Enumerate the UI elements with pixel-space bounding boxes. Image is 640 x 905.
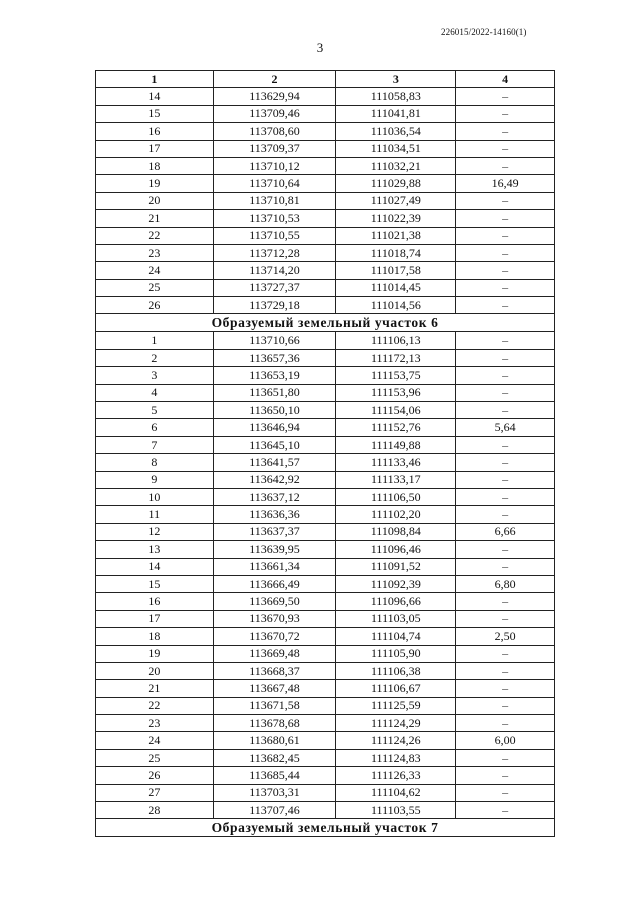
table-row [96,523,555,540]
point-number-cell: 17 [96,140,214,157]
table-row [96,192,555,209]
coordinate-y-cell: 111106,67 [336,680,456,697]
table-row [96,506,555,523]
table-body [96,88,555,837]
point-number-cell: 25 [96,279,214,296]
coordinate-y-cell: 111152,76 [336,419,456,436]
distance-cell: – [456,157,555,174]
coordinate-x-cell: 113710,66 [213,332,336,349]
distance-cell: – [456,541,555,558]
table-row [96,732,555,749]
table-row [96,436,555,453]
coordinate-x-cell: 113667,48 [213,680,336,697]
distance-cell: 6,80 [456,575,555,592]
distance-cell: – [456,192,555,209]
coordinate-y-cell: 111096,46 [336,541,456,558]
coordinate-x-cell: 113685,44 [213,767,336,784]
coordinate-x-cell: 113710,53 [213,210,336,227]
distance-cell: – [456,662,555,679]
point-number-cell: 20 [96,662,214,679]
distance-cell: 6,00 [456,732,555,749]
coordinate-y-cell: 111106,38 [336,662,456,679]
table-row [96,175,555,192]
coordinate-y-cell: 111027,49 [336,192,456,209]
coordinate-x-cell: 113653,19 [213,367,336,384]
distance-cell: – [456,767,555,784]
coordinate-y-cell: 111098,84 [336,523,456,540]
point-number-cell: 11 [96,506,214,523]
distance-cell: 6,66 [456,523,555,540]
column-header-2: 2 [213,71,336,88]
coordinate-x-cell: 113657,36 [213,349,336,366]
table-row [96,454,555,471]
distance-cell: 2,50 [456,628,555,645]
table-row [96,157,555,174]
coordinate-x-cell: 113709,37 [213,140,336,157]
coordinate-x-cell: 113629,94 [213,88,336,105]
coordinate-x-cell: 113712,28 [213,244,336,261]
coordinate-y-cell: 111014,56 [336,297,456,314]
point-number-cell: 25 [96,749,214,766]
point-number-cell: 2 [96,349,214,366]
table-row [96,715,555,732]
coordinate-y-cell: 111124,83 [336,749,456,766]
coordinate-y-cell: 111153,96 [336,384,456,401]
distance-cell: – [456,715,555,732]
point-number-cell: 27 [96,784,214,801]
coordinate-y-cell: 111105,90 [336,645,456,662]
point-number-cell: 15 [96,575,214,592]
point-number-cell: 6 [96,419,214,436]
coordinate-y-cell: 111124,29 [336,715,456,732]
coordinate-y-cell: 111103,05 [336,610,456,627]
coordinates-table [95,70,555,837]
table-row [96,279,555,296]
point-number-cell: 5 [96,402,214,419]
point-number-cell: 10 [96,488,214,505]
table-row [96,575,555,592]
coordinate-y-cell: 111022,39 [336,210,456,227]
coordinate-x-cell: 113639,95 [213,541,336,558]
coordinate-x-cell: 113707,46 [213,802,336,819]
coordinate-x-cell: 113710,55 [213,227,336,244]
coordinate-y-cell: 111149,88 [336,436,456,453]
coordinate-x-cell: 113714,20 [213,262,336,279]
section-title: Образуемый земельный участок 7 [96,819,555,837]
coordinate-x-cell: 113651,80 [213,384,336,401]
point-number-cell: 20 [96,192,214,209]
coordinate-x-cell: 113669,50 [213,593,336,610]
coordinate-x-cell: 113636,36 [213,506,336,523]
distance-cell: – [456,210,555,227]
coordinate-y-cell: 111172,13 [336,349,456,366]
coordinate-y-cell: 111018,74 [336,244,456,261]
distance-cell: – [456,105,555,122]
coordinate-y-cell: 111125,59 [336,697,456,714]
point-number-cell: 26 [96,297,214,314]
table-row [96,297,555,314]
distance-cell: – [456,680,555,697]
point-number-cell: 16 [96,123,214,140]
table-row [96,802,555,819]
distance-cell: – [456,802,555,819]
section-title-row [96,819,555,837]
point-number-cell: 18 [96,157,214,174]
point-number-cell: 8 [96,454,214,471]
distance-cell: – [456,88,555,105]
point-number-cell: 1 [96,332,214,349]
distance-cell: – [456,697,555,714]
point-number-cell: 23 [96,715,214,732]
coordinate-y-cell: 111104,74 [336,628,456,645]
coordinate-y-cell: 111106,50 [336,488,456,505]
point-number-cell: 19 [96,645,214,662]
coordinate-y-cell: 111058,83 [336,88,456,105]
coordinate-x-cell: 113729,18 [213,297,336,314]
point-number-cell: 7 [96,436,214,453]
coordinate-x-cell: 113710,12 [213,157,336,174]
distance-cell: – [456,384,555,401]
coordinate-y-cell: 111092,39 [336,575,456,592]
table-row [96,367,555,384]
coordinate-y-cell: 111126,33 [336,767,456,784]
point-number-cell: 22 [96,227,214,244]
point-number-cell: 12 [96,523,214,540]
point-number-cell: 16 [96,593,214,610]
distance-cell: – [456,227,555,244]
coordinate-x-cell: 113703,31 [213,784,336,801]
distance-cell: 16,49 [456,175,555,192]
table-row [96,662,555,679]
coordinate-y-cell: 111154,06 [336,402,456,419]
document-number: 226015/2022-14160(1) [441,27,527,37]
point-number-cell: 19 [96,175,214,192]
table-row [96,332,555,349]
coordinate-x-cell: 113661,34 [213,558,336,575]
coordinate-x-cell: 113709,46 [213,105,336,122]
coordinate-y-cell: 111124,26 [336,732,456,749]
distance-cell: – [456,488,555,505]
table-row [96,680,555,697]
table-row [96,105,555,122]
table-row [96,123,555,140]
point-number-cell: 14 [96,558,214,575]
table-row [96,402,555,419]
table-row [96,593,555,610]
distance-cell: – [456,402,555,419]
table-row [96,88,555,105]
table-row [96,645,555,662]
coordinate-y-cell: 111096,66 [336,593,456,610]
table-header-row [96,71,555,88]
distance-cell: – [456,784,555,801]
coordinate-x-cell: 113641,57 [213,454,336,471]
point-number-cell: 3 [96,367,214,384]
distance-cell: – [456,297,555,314]
point-number-cell: 18 [96,628,214,645]
coordinate-x-cell: 113727,37 [213,279,336,296]
table-row [96,697,555,714]
table-row [96,610,555,627]
table-row [96,262,555,279]
coordinate-x-cell: 113670,93 [213,610,336,627]
coordinate-y-cell: 111034,51 [336,140,456,157]
point-number-cell: 26 [96,767,214,784]
point-number-cell: 24 [96,732,214,749]
table-row [96,244,555,261]
table-row [96,349,555,366]
coordinate-y-cell: 111103,55 [336,802,456,819]
coordinate-y-cell: 111032,21 [336,157,456,174]
distance-cell: – [456,349,555,366]
column-header-3: 3 [336,71,456,88]
coordinate-x-cell: 113642,92 [213,471,336,488]
coordinate-x-cell: 113650,10 [213,402,336,419]
point-number-cell: 13 [96,541,214,558]
coordinate-x-cell: 113668,37 [213,662,336,679]
coordinate-y-cell: 111041,81 [336,105,456,122]
coordinate-x-cell: 113669,48 [213,645,336,662]
distance-cell: – [456,506,555,523]
page-number: 3 [316,40,324,55]
coordinate-y-cell: 111106,13 [336,332,456,349]
point-number-cell: 22 [96,697,214,714]
table-row [96,419,555,436]
distance-cell: – [456,367,555,384]
distance-cell: – [456,436,555,453]
table-row [96,628,555,645]
distance-cell: 5,64 [456,419,555,436]
coordinate-x-cell: 113678,68 [213,715,336,732]
coordinate-x-cell: 113680,61 [213,732,336,749]
coordinate-x-cell: 113637,12 [213,488,336,505]
table-row [96,784,555,801]
coordinate-y-cell: 111014,45 [336,279,456,296]
coordinate-y-cell: 111091,52 [336,558,456,575]
distance-cell: – [456,558,555,575]
coordinate-x-cell: 113645,10 [213,436,336,453]
point-number-cell: 28 [96,802,214,819]
column-header-4: 4 [456,71,555,88]
coordinate-x-cell: 113710,81 [213,192,336,209]
coordinate-x-cell: 113666,49 [213,575,336,592]
coordinate-y-cell: 111102,20 [336,506,456,523]
point-number-cell: 23 [96,244,214,261]
table-row [96,767,555,784]
table-row [96,558,555,575]
distance-cell: – [456,593,555,610]
table-row [96,471,555,488]
distance-cell: – [456,610,555,627]
table-row [96,384,555,401]
table-row [96,210,555,227]
distance-cell: – [456,645,555,662]
table-row [96,749,555,766]
point-number-cell: 9 [96,471,214,488]
distance-cell: – [456,262,555,279]
distance-cell: – [456,123,555,140]
distance-cell: – [456,454,555,471]
coordinate-x-cell: 113637,37 [213,523,336,540]
coordinate-y-cell: 111036,54 [336,123,456,140]
point-number-cell: 21 [96,680,214,697]
coordinate-x-cell: 113671,58 [213,697,336,714]
distance-cell: – [456,332,555,349]
coordinate-x-cell: 113646,94 [213,419,336,436]
coordinate-x-cell: 113710,64 [213,175,336,192]
distance-cell: – [456,140,555,157]
table-row [96,541,555,558]
distance-cell: – [456,279,555,296]
coordinate-y-cell: 111021,38 [336,227,456,244]
point-number-cell: 14 [96,88,214,105]
distance-cell: – [456,471,555,488]
point-number-cell: 4 [96,384,214,401]
coordinate-x-cell: 113670,72 [213,628,336,645]
column-header-1: 1 [96,71,214,88]
coordinate-y-cell: 111133,17 [336,471,456,488]
section-title: Образуемый земельный участок 6 [96,314,555,332]
table-row [96,488,555,505]
table-row [96,140,555,157]
point-number-cell: 15 [96,105,214,122]
coordinate-y-cell: 111029,88 [336,175,456,192]
distance-cell: – [456,244,555,261]
coordinate-y-cell: 111153,75 [336,367,456,384]
coordinate-y-cell: 111133,46 [336,454,456,471]
table-row [96,227,555,244]
point-number-cell: 17 [96,610,214,627]
coordinate-y-cell: 111017,58 [336,262,456,279]
point-number-cell: 21 [96,210,214,227]
coordinate-y-cell: 111104,62 [336,784,456,801]
coordinate-x-cell: 113708,60 [213,123,336,140]
point-number-cell: 24 [96,262,214,279]
section-title-row [96,314,555,332]
coordinate-x-cell: 113682,45 [213,749,336,766]
distance-cell: – [456,749,555,766]
